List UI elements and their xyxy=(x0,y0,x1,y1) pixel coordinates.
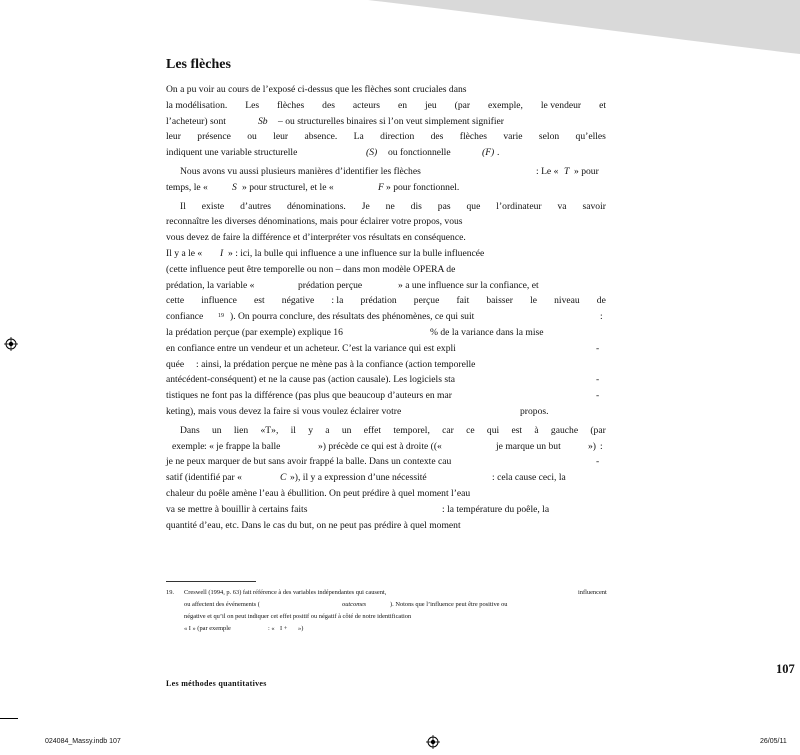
text-segment: Il xyxy=(180,200,186,212)
text-line xyxy=(166,129,606,145)
text-segment: pas xyxy=(437,200,451,212)
text-line xyxy=(166,423,606,439)
text-segment: outcomes xyxy=(342,601,367,608)
footnote-number xyxy=(166,623,184,635)
text-segment: : xyxy=(600,311,603,323)
text-line xyxy=(166,470,606,486)
text-segment: : la température du poêle, la xyxy=(442,503,550,515)
text-segment: % de la variance dans la mise xyxy=(430,326,544,338)
text-segment: keting), mais vous devez la faire si vous voulez éclairer votre xyxy=(166,405,402,417)
text-segment: (par xyxy=(454,99,471,111)
text-line xyxy=(166,454,606,470)
text-segment: » : ici, la bulle qui influence a une influence sur la bulle influencée xyxy=(228,247,485,259)
text-line xyxy=(166,404,606,420)
text-segment: Creswell (1994, p. 63) fait référence à des variables indépendantes qui causent, xyxy=(184,589,387,596)
footnote xyxy=(166,587,606,635)
text-segment: flèches xyxy=(459,131,487,143)
text-line xyxy=(166,278,606,294)
text-segment: leur xyxy=(166,131,181,143)
text-segment: présence xyxy=(197,131,231,143)
text-segment: indiquent une variable structurelle xyxy=(166,147,298,159)
text-segment: est xyxy=(511,424,523,436)
text-segment: en xyxy=(397,99,408,111)
text-segment: » pour xyxy=(574,165,599,177)
text-segment: le xyxy=(530,295,538,307)
text-segment: On a pu voir au cours de l’exposé ci-dessus que les flèches sont cruciales dans xyxy=(166,84,467,95)
text-segment: C xyxy=(280,472,287,484)
text-line xyxy=(166,372,606,388)
text-segment: ou fonctionnelle xyxy=(388,147,451,159)
text-segment: et xyxy=(599,99,606,111)
text-segment: » pour structurel, et le « xyxy=(242,181,334,193)
text-segment: il xyxy=(290,424,296,436)
text-segment: ») xyxy=(298,625,304,632)
text-segment: flèches xyxy=(277,99,305,111)
text-segment: chaleur du poêle amène l’eau à ébullition. On peut prédire à quel moment l’eau xyxy=(166,487,471,499)
text-segment: dis xyxy=(410,200,422,212)
text-segment: l’ordinateur xyxy=(496,200,542,212)
text-segment: quantité d’eau, etc. Dans le cas du but, on ne peut pas prédire à quel moment xyxy=(166,519,461,531)
text-segment: prédation xyxy=(360,295,397,307)
text-segment: »), il y a expression d’une nécessité xyxy=(290,472,427,484)
text-segment: : la xyxy=(331,295,344,307)
text-segment: » pour fonctionnel. xyxy=(386,181,460,193)
text-segment: négative xyxy=(281,295,315,307)
text-segment: prédation perçue xyxy=(298,279,363,291)
text-segment: influence xyxy=(201,295,237,307)
text-segment: : ainsi, la prédation perçue ne mène pas à la confiance (action temporelle xyxy=(196,358,476,370)
text-segment: va xyxy=(557,200,567,212)
text-line xyxy=(166,309,606,325)
text-segment: acteurs xyxy=(352,99,381,111)
text-line xyxy=(166,145,606,161)
text-segment: gauche xyxy=(550,424,579,436)
text-segment: qui xyxy=(486,424,500,436)
text-segment: : « je frappe la balle xyxy=(204,440,281,452)
body-text xyxy=(166,82,606,533)
text-line xyxy=(166,246,606,262)
text-segment: baisser xyxy=(486,295,513,307)
text-segment: savoir xyxy=(582,200,606,212)
text-segment: va se mettre à bouillir à certains faits xyxy=(166,503,308,515)
text-segment: ne xyxy=(385,200,395,212)
text-line xyxy=(166,180,606,196)
text-segment: qu’elles xyxy=(575,131,606,143)
text-segment: influencent xyxy=(578,589,607,596)
text-segment: selon xyxy=(538,131,560,143)
text-segment: exemple, xyxy=(488,99,523,111)
text-line xyxy=(166,341,606,357)
text-segment: a xyxy=(325,424,330,436)
text-line xyxy=(166,98,606,114)
text-segment: F xyxy=(378,181,384,193)
text-segment: : cela cause ceci, la xyxy=(492,472,566,484)
text-line xyxy=(166,114,606,130)
text-segment: Dans xyxy=(180,424,200,436)
print-slug-file: 024084_Massy.indb 107 xyxy=(45,738,121,745)
text-segment: car xyxy=(442,424,454,436)
text-segment: ») xyxy=(588,440,596,452)
text-line xyxy=(166,214,606,230)
text-line xyxy=(166,357,606,373)
text-segment: S xyxy=(232,181,237,193)
text-segment: antécédent-conséquent) et ne la cause pas (action causale). Les logiciels sta xyxy=(166,374,456,386)
text-segment: (S) xyxy=(366,147,378,159)
text-segment: : xyxy=(600,440,603,452)
text-segment: - xyxy=(596,456,600,468)
text-line xyxy=(166,325,606,341)
text-segment: reconnaître les diverses dénominations, mais pour éclairer votre propos, vous xyxy=(166,216,463,228)
text-line xyxy=(166,230,606,246)
text-segment: à xyxy=(534,424,539,436)
text-segment: I xyxy=(220,247,224,259)
text-segment: «T», xyxy=(260,424,279,436)
footnote-number xyxy=(166,599,184,611)
text-segment: un xyxy=(211,424,222,436)
text-segment: je ne peux marquer de but sans avoir frappé la balle. Dans un contexte cau xyxy=(166,456,452,468)
text-segment: Je xyxy=(361,200,370,212)
text-segment: l’acheteur) sont xyxy=(166,115,226,127)
footnote-line xyxy=(166,611,606,623)
text-segment: Sb xyxy=(258,115,268,127)
print-slug-date: 26/05/11 xyxy=(760,738,787,745)
text-segment: un xyxy=(341,424,352,436)
footnote-text xyxy=(184,587,606,599)
registration-mark-bottom xyxy=(426,735,440,749)
text-segment: négative et qu’il on peut indiquer cet effet positif ou négatif à côté de notre identification xyxy=(184,613,412,620)
text-segment: lien xyxy=(233,424,249,436)
text-segment: T xyxy=(564,165,570,177)
text-segment: le vendeur xyxy=(540,99,582,111)
text-segment: ). Notons que l’influence peut être positive ou xyxy=(390,601,508,608)
registration-mark-left xyxy=(4,337,18,351)
footnote-line xyxy=(166,587,606,599)
text-segment: La xyxy=(353,131,364,143)
text-segment: que xyxy=(466,200,481,212)
text-segment: dénominations. xyxy=(286,200,346,212)
text-line xyxy=(166,262,606,278)
text-line xyxy=(166,518,606,534)
text-segment: ») précède ce qui est à droite ((« xyxy=(318,440,442,452)
text-line xyxy=(166,199,606,215)
text-line xyxy=(166,164,606,180)
text-segment: (par xyxy=(590,424,606,436)
text-segment: vous devez de faire la différence et d’interpréter vos résultats en conséquence. xyxy=(166,232,466,244)
text-segment: - xyxy=(596,342,600,354)
page-corner-shading xyxy=(0,0,800,60)
text-segment: Il y a le « xyxy=(166,247,203,259)
text-line xyxy=(166,388,606,404)
text-segment: : Le « xyxy=(536,165,559,177)
text-segment: cette xyxy=(166,295,185,307)
footnote-number xyxy=(166,611,184,623)
text-segment: propos. xyxy=(520,405,549,417)
text-segment: 19 xyxy=(218,313,224,320)
text-segment: « I » (par exemple xyxy=(184,625,231,632)
text-segment: Les xyxy=(245,99,260,111)
text-segment: je marque un but xyxy=(496,440,561,452)
text-segment: fait xyxy=(456,295,470,307)
text-segment: effet xyxy=(363,424,382,436)
text-segment: jeu xyxy=(424,99,437,111)
footnote-text xyxy=(184,611,606,623)
text-segment: Nous avons vu aussi plusieurs manières d’identifier les flèches xyxy=(180,165,421,177)
footnote-line xyxy=(166,623,606,635)
text-segment: (F) xyxy=(482,147,495,159)
text-segment: ). On pourra conclure, des résultats des phénomènes, ce qui suit xyxy=(230,311,475,323)
text-segment: I + xyxy=(280,625,288,632)
text-line xyxy=(166,502,606,518)
text-segment: ou affectent des événements ( xyxy=(184,601,260,608)
text-segment: existe xyxy=(201,200,225,212)
text-segment: temps, le « xyxy=(166,181,208,193)
crop-mark xyxy=(0,718,18,719)
text-segment: y xyxy=(308,424,314,436)
text-segment: – ou structurelles binaires si l’on veut simplement signifier xyxy=(278,115,504,127)
text-segment: leur xyxy=(273,131,289,143)
footnote-rule xyxy=(166,581,256,582)
text-segment: des xyxy=(322,99,335,111)
text-segment: de xyxy=(596,295,606,307)
running-footer: Les méthodes quantitatives xyxy=(166,679,267,688)
footnote-text xyxy=(184,623,606,635)
text-segment: niveau xyxy=(554,295,580,307)
text-segment: ce xyxy=(466,424,475,436)
text-segment: varie xyxy=(503,131,523,143)
text-line xyxy=(166,82,606,98)
text-segment: . xyxy=(497,147,500,159)
text-segment: quée xyxy=(166,358,185,370)
text-segment: satif (identifié par « xyxy=(166,472,242,484)
text-line xyxy=(166,293,606,309)
text-segment: est xyxy=(254,295,265,307)
text-segment: d’autres xyxy=(240,200,272,212)
footnote-number: 19. xyxy=(166,589,174,596)
text-line xyxy=(166,439,606,455)
text-segment: exemple xyxy=(172,440,205,452)
footnote-line xyxy=(166,599,606,611)
text-segment: confiance xyxy=(166,311,204,323)
text-segment: ou xyxy=(247,131,257,143)
text-segment: prédation, la variable « xyxy=(166,279,255,291)
text-segment: (cette influence peut être temporelle ou non – dans mon modèle OPERA de xyxy=(166,263,456,275)
text-segment: temporel, xyxy=(393,424,430,436)
text-segment: perçue xyxy=(413,295,440,307)
text-segment: » a une influence sur la confiance, et xyxy=(398,279,539,291)
text-segment: - xyxy=(596,390,600,402)
text-segment: absence. xyxy=(304,131,338,143)
page-number: 107 xyxy=(776,662,795,676)
text-segment: : « xyxy=(268,625,275,632)
text-segment: la prédation perçue (par exemple) explique 16 xyxy=(166,326,343,338)
text-segment: en confiance entre un vendeur et un acheteur. C’est la variance qui est expli xyxy=(166,342,456,354)
text-line xyxy=(166,486,606,502)
text-segment: - xyxy=(596,374,600,386)
text-segment: des xyxy=(430,131,444,143)
footnote-text xyxy=(184,599,606,611)
text-segment: la modélisation. xyxy=(166,99,228,111)
text-segment: direction xyxy=(380,131,415,143)
section-heading: Les flèches xyxy=(166,57,231,72)
text-segment: tistiques ne font pas la différence (pas plus que beaucoup d’auteurs en mar xyxy=(166,390,452,402)
